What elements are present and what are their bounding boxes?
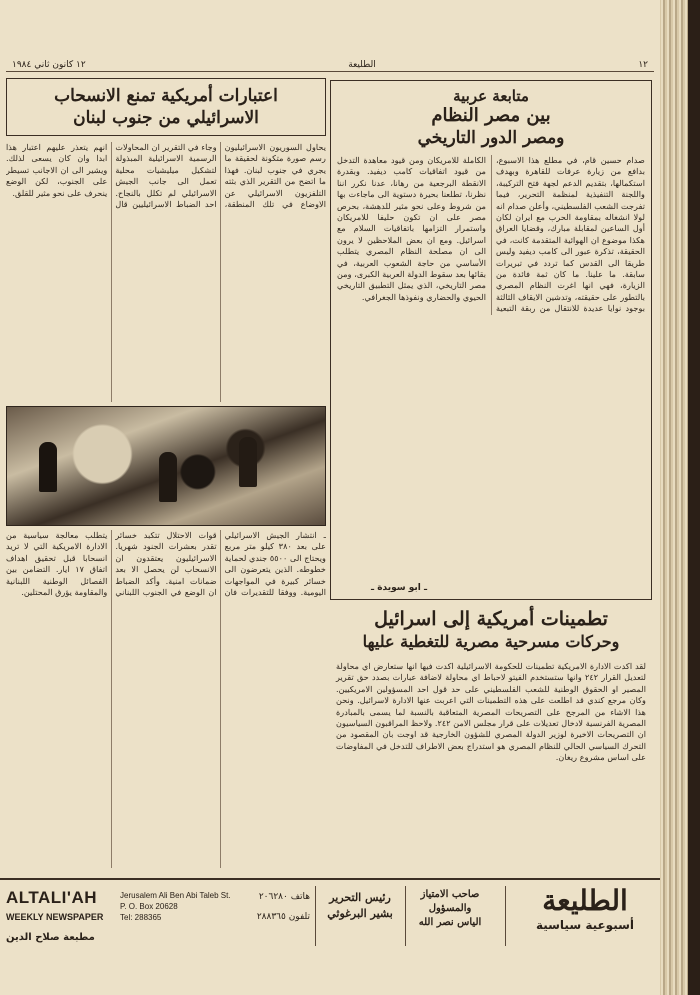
left-article [6,78,326,868]
phone-1: هاتف ٢٠٦٢٨٠ [258,892,310,902]
right-article-headline: بين مصر النظام [431,105,551,126]
address-line: Tel: 288365 [120,913,162,922]
right-article2-headline: تطمينات أمريكية إلى اسرائيل [374,608,608,630]
owner-title: صاحب الامتياز والمسؤول [420,889,480,914]
page-number: ١٢ [638,59,648,70]
right-article-byline: ـ ابو سويدة ـ [371,583,428,593]
publisher-arabic: مطبعة صلاح الدين [6,932,95,943]
logo-title: الطليعة [542,884,628,917]
left-article-body-top: يحاول السوريون الاسرائيليون رسم صورة متكونة لحقيقة ما يجري في جنوب لبنان. فهذا ما اتضح من التقرير الذي بثته التلفزيون الاسرائيلي عن الاوضاع في تلك المنطقة، وجاء في التقرير ان المحاولات الرسمية الاسرائيلية المبذولة لتشكيل ميليشيات محلية تعمل الى جانب الجيش الاسرائيلي لم تكلل بالنجاح. احد الضباط الاسرائيليين قال انهم يتعذر عليهم اعتبار هذا ابدا وان كان يسعى لذلك. ويشير الى ان الاجانب تسيطر على الجنوب، لكن الوضع ينحرف على نحو مثير للقلق. [6,142,326,210]
editor-name: بشير البرغوثي [327,907,393,920]
right-article-headline2: ومصر الدور التاريخي [417,128,565,148]
right-article-body: صدام حسين قام، في مطلع هذا الاسبوع، بدافع من زيارة عرفات للقاهرة وبهدف استكمالها، بتقديم الدعم لجهة فتح التركيبة، واللجنة التنفيذية لمنظمة التحرير، فيما تفرجت الشعب الفلسطيني، وأعلن صدام انه لولا انشغاله بمقاومة الحرب مع ايران لكان أول الساعين لمقابلة مبارك، وقضايا العراق هكذا موضوع ان الهوائية المتقدمة كانت، في الحقيقة، تذكرة عبور الى كامب ديفيد وليس طريقا الى القدس كما تردد في تبريرات سابقة. ما علينا. ما كان ثمة فائدة من الزيارة، فهي انها اغرت النظام المصري بالتطور على حقيقته، وتدشين الايقاف الثالثة بوجود نوايا عديدة للانتقال من ربقة التبعية الكاملة للامريكان ومن قيود معاهدة التدخل من قيود اتفاقيات كامب ديفيد. وبقدرة الانقطة البرجعية من رهانا، عدنا نكرر اننا نظرنا، تطلعنا بحيرة دستوية الى ماجاءت بها من شروط وعلى نحو مثير للدهشة، بحرص مصر على ان تكون حليفا للامريكان واستمرار التزامها باتفاقيات السلام مع اسرائيل. ومع ان بعض الملاحظين لا يرون الى ان مصلحة النظام المصري يتطلب الأساسي من حاجة الشعوب العربية، في بقائها بعد سقوط الدولة العربية الكبرى، ومن مصر التاريخي، الذي يمثل التطبيق التاريخي الحيوي والحضاري ونفوذها الجغرافي. [337,155,645,314]
book-binding [688,0,700,995]
phone-2: تلفون ٢٨٨٣٦٥ [256,912,310,922]
right-article2 [330,605,652,860]
footer-divider [405,886,406,946]
weekly-label: WEEKLY NEWSPAPER [6,912,104,922]
footer-masthead [0,878,660,958]
editor-block [320,890,400,922]
left-article-head [6,78,326,136]
footer-divider [315,886,316,946]
brand-latin: ALTALI'AH [6,888,98,907]
owner-name: الياس نصر الله [418,917,482,928]
section-name: الطليعة [348,59,376,70]
logo-subtitle: أسبوعية سياسية [535,918,635,932]
right-article2-headline2: وحركات مسرحية مصرية للتغطية عليها [362,632,620,651]
editor-title: رئيس التحرير [329,891,391,904]
newspaper-logo [515,884,655,954]
owner-block [410,888,490,930]
address-line: P. O. Box 20628 [120,902,178,911]
left-article-headline: اعتبارات أمريكية تمنع الانسحاب [54,86,278,106]
address-line: Jerusalem Ali Ben Abi Taleb St. [120,891,231,900]
left-article-body-lower: ـ انتشار الجيش الاسرائيلي على بعد ٣٨٠ كيلو متر مربع ويحتاج الى ٥٥٠٠ جندي لحماية خطوطه. الذين يتعرضون الى خسائر كبيرة في المواجهات اليومية. ووفقا للتقديرات فان قوات الاحتلال تتكبد خسائر تقدر بعشرات الجنود شهريا. الاسرائيليون يعتقدون ان الانسحاب لن يحصل الا بعد ضمانات امنية. وأكد الضباط ان الوضع في الجنوب اللبناني يتطلب معالجة سياسية من الادارة الامريكية التي لا تريد انسحابا قبل تحقيق اهداف اتفاق ١٧ ايار. التضامن بين الفصائل الوطنية اللبنانية والمقاومة يؤرق المحتلين. [6,530,326,598]
right-article2-body: لقد اكدت الادارة الامريكية تطمينات للحكومة الاسرائيلية اكدت فيها انها ستعارض اي محاولة لتعديل القرار ٢٤٢ وانها ستستخدم الفيتو لاحباط اي محاولة لاضافة عبارات بصدد حق تقرير المصير او الحقوق الوطنية للشعب الفلسطيني على حد قول احد المسؤولين الامريكيين. وكان مرجع كندي قد اطلعت على هذه التطمينات التي اعربت عنها الادارة لاسرائيل. ونحن هذا الاشاء من المرجح على التصريحات المصرية المتعاقبة بالنسبة لما يسمى بالمبادرة المصرية الفرنسية لادخال تعديلات على قرار مجلس الامن ٢٤٢. ولاحظ المراقبون السياسيون ان التصريحات الاخيرة لوزير الدولة المصري للشؤون الخارجية قد اوجت بان المقصود من التحرك السياسي الحالي للنظام المصري هو استدراج بعض الاطراف للتدخل في المفاوضات على اساس مشروع ريغان. [336,661,646,763]
address-block [120,890,231,923]
footer-divider [505,886,506,946]
right-article-box [330,80,652,600]
news-photo [6,406,326,526]
left-article-headline2: الاسرائيلي من جنوب لبنان [73,108,259,128]
running-head [6,58,654,72]
right-article-kicker: متابعة عربية [453,87,529,105]
issue-date: ١٢ كانون ثاني ١٩٨٤ [12,59,86,70]
